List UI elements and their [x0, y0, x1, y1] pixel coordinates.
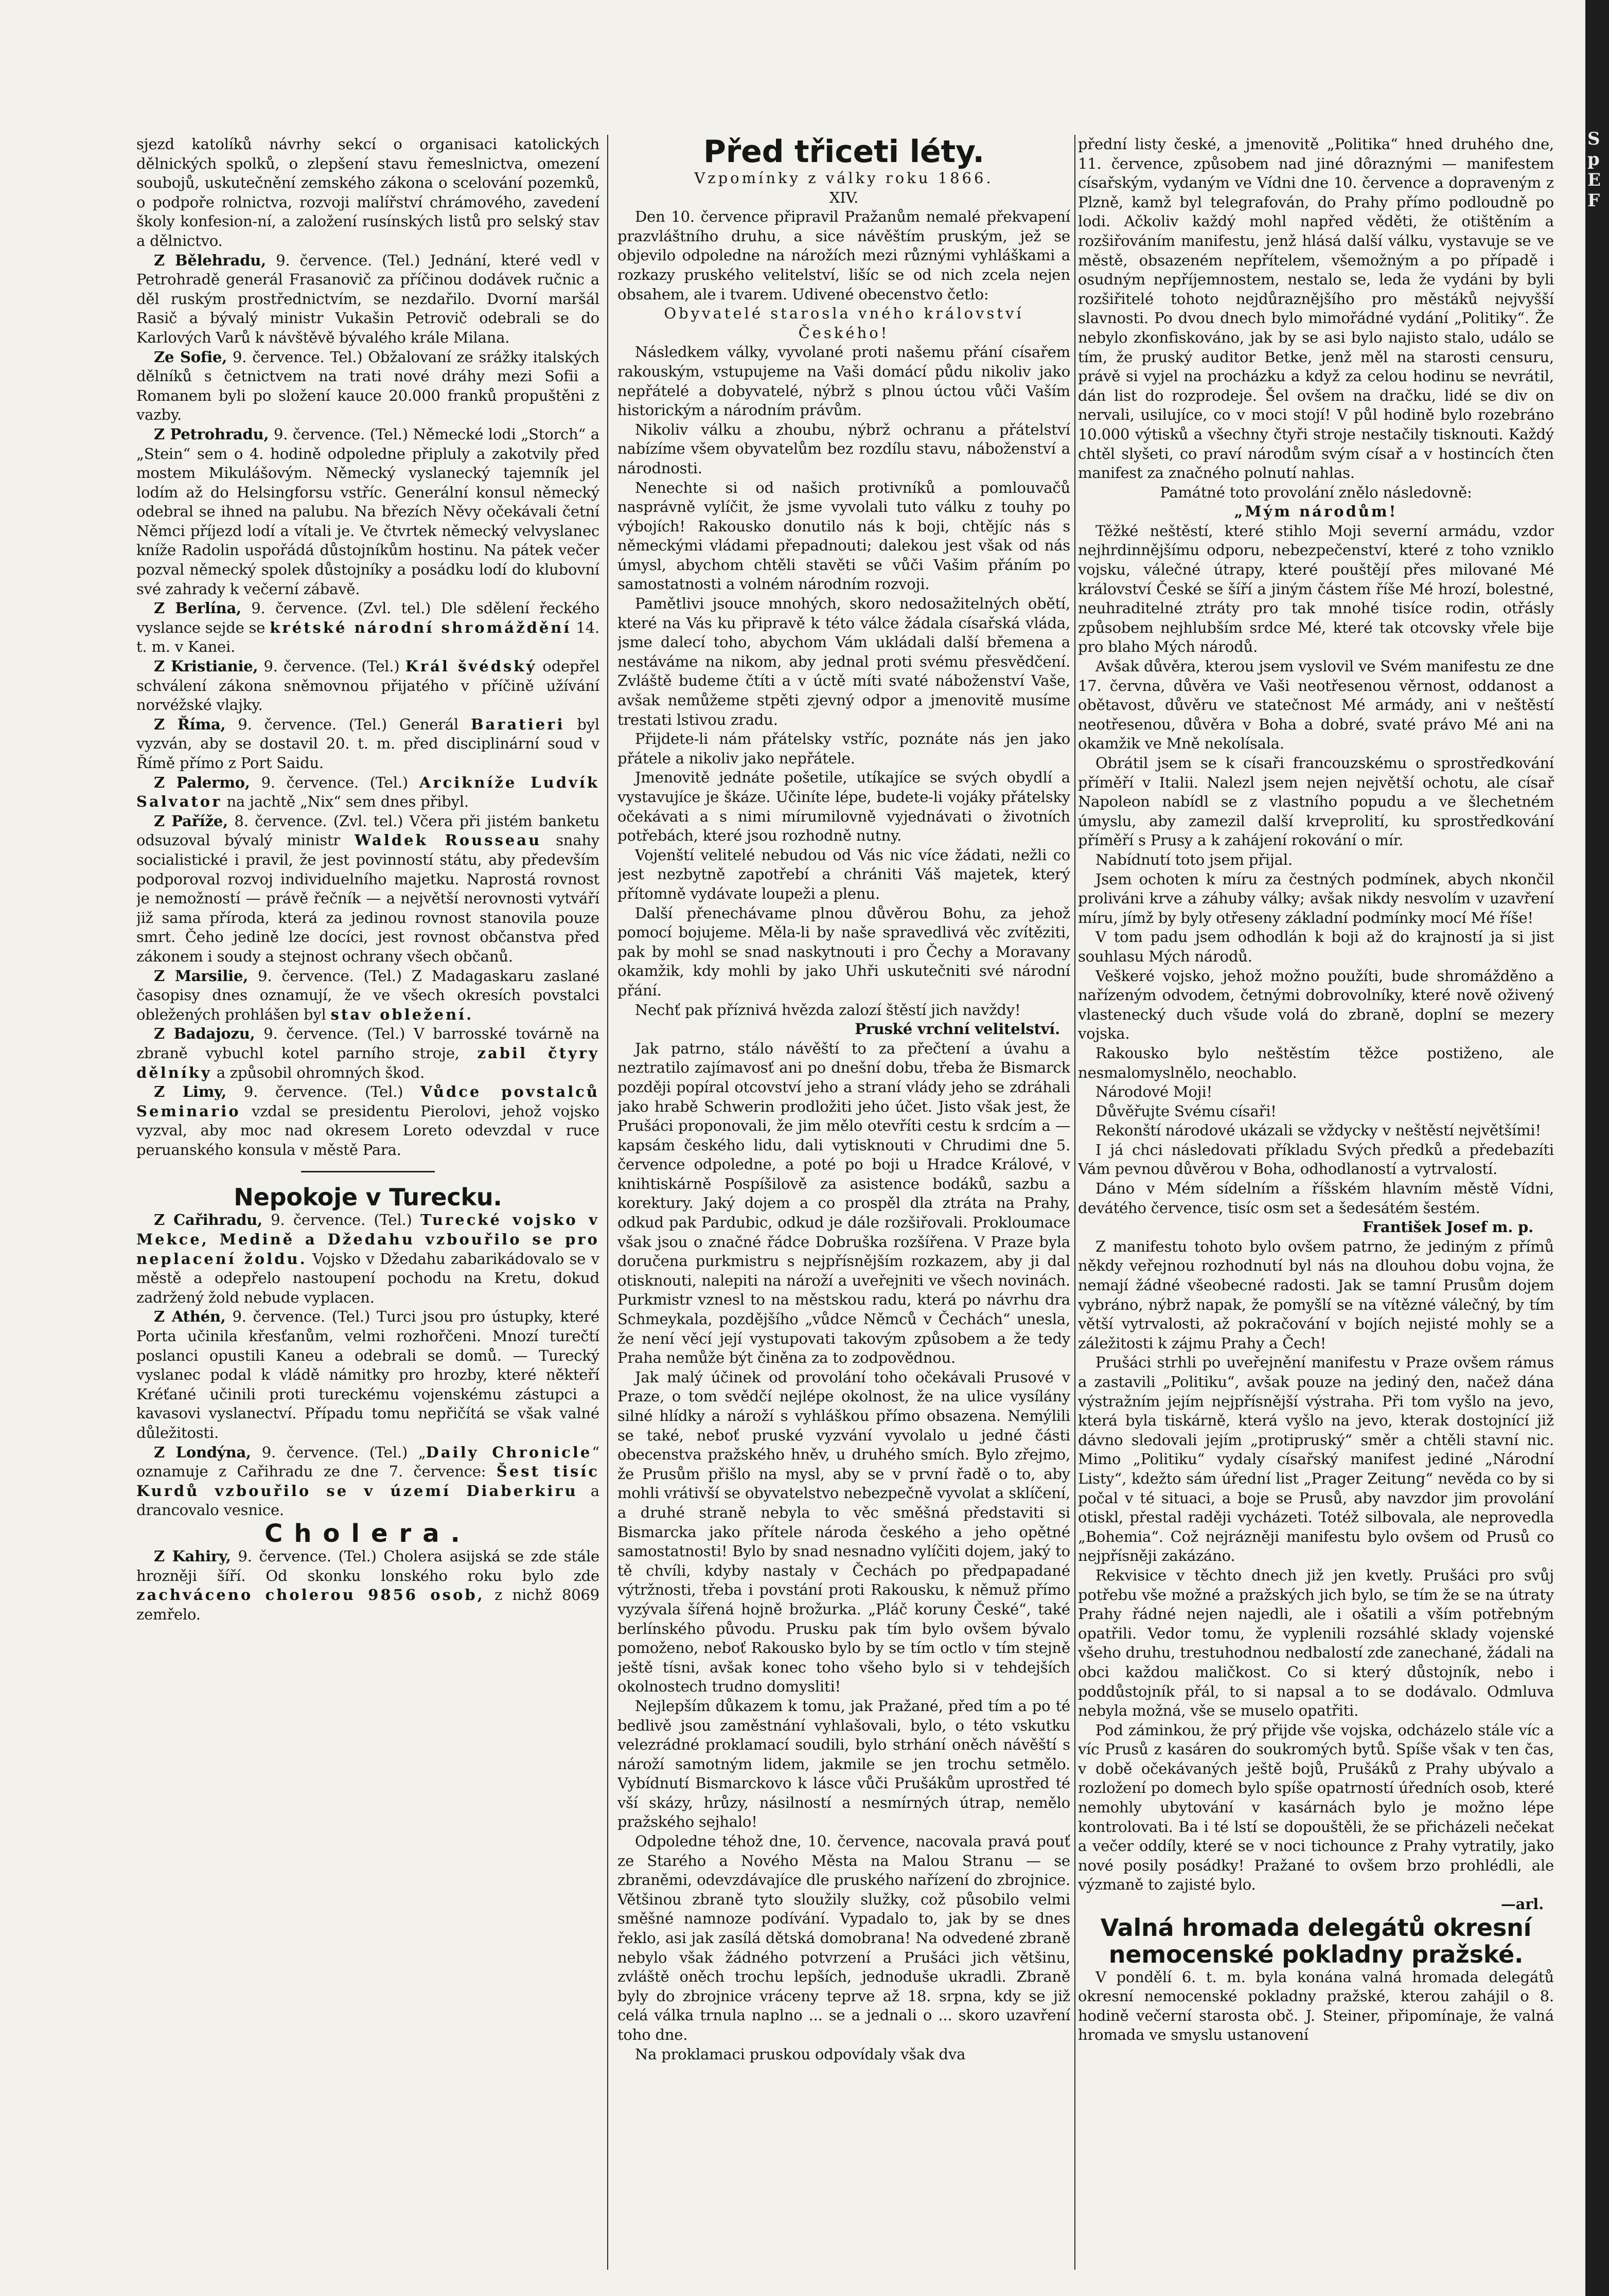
- news-item: [136, 1547, 599, 1624]
- news-item: [136, 715, 599, 773]
- manifesto-signature: František Josef m. p.: [1362, 1218, 1533, 1236]
- article-subheading: Vzpomínky z války roku 1866.: [694, 169, 994, 187]
- article-heading: Před třiceti léty.: [703, 135, 985, 170]
- column-rule: [607, 135, 608, 2270]
- column-3: [1078, 135, 1554, 2270]
- paragraph: Nejlepším důkazem k tomu, jak Pražané, před tím a po té bedlivě jsou zaměstnání vyhlašovali, bylo, o této vskutku velezrádné proklamací soudili, bylo strhání oněch návěští s nároží samotným lidem, jakmile se jen trochu setmělo. Vybídnutí Bismarckovo k lásce vůči Prušákům uprostřed té vší skázy, hrůzy, násilností a nesmírných útrap, nemělo pražského sejhalo!: [617, 1697, 1070, 1831]
- spaced-text: Baratieri: [470, 715, 565, 733]
- paragraph: Z manifestu tohoto bylo ovšem patrno, že jediným z přímů někdy veřejnou rozhodnutí byl nás na dlouhou dobu vojna, že nemají žádné všeobecné radosti. Jak se tamní Prusům dojem vybráno, nýbrž napak, že pomyšlí se na vítězné válečný, by tím větší vytrvalosti, až pokračování v bojích nejisté mohly se a záležitosti k zájmu Prahy a Čech!: [1078, 1237, 1554, 1352]
- paragraph: Jak patrno, stálo návěští to za přečtení a úvahu a neztratilo zajímavosť ani po dnešní dobu, třeba že Bismarck později popíral otcovství jeho a straní vlády jeho se zdráhali jako hrabě Schwerin prodložiti jeho účet. Jisto však jest, že Prušáci proponovali, že jim mělo otevříti cestu k srdcím a — kapsám českého lidu, dali vytisknouti v Chrudimi dne 5. července odpoledne, a poté po boji u Hradce Králové, v knihtiskárně Pospíšilově za asistence bodáků, sazbu a korektury. Jaký dojem a co prospěl dla ztráta na Prahy, odkud pak Pardubic, odkud je dále rozšiřovali. Prokloumace však jsou o značné řádce Dobruška rozšířena. V Praze byla doručena purkmistru s nejpřísnějším rozkazem, aby ji dal otisknouti, nalepiti na nároží a uveřejniti ve všech novinách. Purkmistr vznesl to na městskou radu, která po návrhu dra Schmeykala, pozdějšího „vůdce Němců v Čechách“ unesla, že není věcí její vystupovati takovým způsobem a že tedy Praha nemůže být činěna za to zodpovědnou.: [617, 1039, 1070, 1367]
- news-item: [136, 599, 599, 657]
- dateline: Z Říma,: [154, 715, 226, 733]
- dateline: Z Kristianie,: [154, 657, 258, 675]
- news-item: [136, 1082, 599, 1160]
- spaced-text: zabil čtyry dělníky: [136, 1044, 599, 1081]
- paragraph: Těžké neštěstí, které stihlo Moji severní armádu, vzdor nejhrdinnějšímu odporu, nebezpečenství, které z toho vzniklo vojsku, válečné útrapy, které pouštějí přes milované Mé království České se šíří a jiným částem říše Mé hrozí, bolestné, neuhraditelné ztráty pro tak mnohé tisíce rodin, otřásly způsobem nejhlubším srdce Mé, které tak otcovsky vřele bije pro blaho Mých národů.: [1078, 522, 1554, 656]
- news-text: na jachtě „Nix“ sem dnes přibyl.: [222, 793, 469, 811]
- paragraph: Dáno v Mém sídelním a říšském hlavním městě Vídni, devátého července, tisíc osm set a šedesátém šestém.: [1078, 1180, 1554, 1217]
- dateline: Z Limy,: [154, 1083, 226, 1101]
- spaced-text: Šest tisíc Kurdů vzbouřilo se v území Diaberkiru: [136, 1463, 599, 1500]
- paragraph: Památné toto provolání znělo následovně:: [1160, 483, 1472, 501]
- paragraph: Vojenští velitelé nebudou od Vás nic více žádati, nežli co jest nezbytně zapotřebí a chrániti Váš majetek, který přítomně vydávate loupeži a plenu.: [617, 846, 1070, 902]
- dateline: Z Londýna,: [154, 1443, 251, 1461]
- section-heading-cholera: Cholera.: [264, 1519, 471, 1548]
- edge-letter: E: [1587, 170, 1601, 190]
- section-heading-turkey: Nepokoje v Turecku.: [234, 1183, 502, 1212]
- paragraph: Důvěřujte Svému císaři!: [1095, 1102, 1277, 1120]
- news-text: 9. července. (Tel.) Turci jsou pro ústupky, které Porta učinila křesťanům, velmi rozhořčeni. Mnozí turečtí poslanci opustili Kaneu a odebrali se domů. — Turecký vyslanec podal k vládě námitky pro hrozby, které někteří Kréťané učinili proti tureckému vojenskému zástupci a kavasovi vyslanectví. Případu tomu nepřičítá se však valné důležitosti.: [136, 1308, 599, 1441]
- news-text: 9. července. (Tel.): [250, 773, 419, 791]
- news-text: 9. července. (Tel.) Cholera asijská se zde stále hrozněji šíří. Od skonku lonského roku bylo zde: [136, 1547, 599, 1585]
- proclamation-signature: Pruské vrchní velitelství.: [855, 1020, 1060, 1038]
- news-item: [136, 773, 599, 812]
- article-heading: Valná hromada delegátů okresní nemocenské pokladny pražské.: [1100, 1913, 1532, 1968]
- edge-letter: p: [1587, 149, 1600, 170]
- paragraph: Avšak důvěra, kterou jsem vyslovil ve Svém manifestu ze dne 17. června, důvěra ve Vaši neotřesenou věrnost, oddanost a obětavost, důvěru ve statečnost Mé armády, ani v neštěstí neotřesenou, důvěra v Boha a dobré, svaté právo Mé ani na okamžik ve Mně nekolísala.: [1078, 657, 1554, 753]
- column-2: [617, 135, 1070, 2270]
- news-text: 9. července. (Tel.) Jednání, které vedl v Petrohradě generál Frasanovič za příčinou dodávek ručnic a děl ruským prostřednictvím, se nezdařilo. Dvorní maršál Rasič a bývalý ministr Vukašin Petrovič odebrali se do Karlových Varů k návštěvě bývalého krále Milana.: [136, 251, 599, 346]
- spaced-text: Král švédský: [405, 657, 537, 675]
- news-text: 9. července. (Tel.) „: [251, 1443, 426, 1461]
- news-item: [136, 1024, 599, 1082]
- paragraph: Další přenechávame plnou důvěrou Bohu, za jehož pomocí bojujeme. Měla-li by naše spravedlivá věc zvítěziti, pak by mohl se snad naskytnouti i pro Čechy a Moravany okamžik, kdy mohli by jako Uhři uskutečniti své národní přání.: [617, 904, 1070, 999]
- paragraph: Jsem ochoten k míru za čestných podmínek, abych nkončil proliváni krve a záhuby války; avšak nikdy nesvolím v uzavření míru, jímž by byly otřeseny základní podmínky mocí Mé říše!: [1078, 870, 1554, 927]
- paragraph: Nechť pak příznivá hvězda zalozí štěstí jich navždy!: [635, 1001, 1021, 1019]
- column-rule: [1074, 135, 1075, 2270]
- spaced-text: Waldek Rousseau: [355, 831, 542, 849]
- chapter-number: XIV.: [829, 188, 859, 206]
- paragraph: Veškeré vojsko, jehož možno použíti, bude shromážděno a nařízeným odvodem, četnými dobrovolníky, které nově oživený vlastenecký duch všude volá do zbraně, doplní se mezery vojska.: [1078, 967, 1554, 1043]
- dateline: Z Marsilie,: [154, 967, 249, 985]
- news-item: [136, 967, 599, 1025]
- dateline: Z Paříže,: [154, 812, 228, 830]
- news-text: byl vyzván, aby se dostavil 20. t. m. před disciplinární soud v Římě přímo z Port Saidu.: [136, 715, 599, 772]
- news-text: z nichž 8069 zemřelo.: [136, 1586, 599, 1623]
- author-signature: —arl.: [1500, 1895, 1544, 1913]
- paragraph: Obrátil jsem se k císaři francouzskému o sprostředkování příměří v Italii. Nalezl jsem nejen největší ochotu, ale císař Napoleon nabídl se z vlastního popudu a ve šlechetném úmyslu, aby zamezil další krveprolití, ku sprostředkování příměří s Prusy a k zahájení rokování o mír.: [1078, 754, 1554, 849]
- paragraph: sjezd katolíků návrhy sekcí o organisaci katolických dělnických spolků, o zlepšení stavu řemeslnictva, omezení soubojů, uskutečnění zemského zákona o scelování pozemků, o podpoře rolnictva, rozvoji malířství chrámového, zavedení školy konfesion-ní, a založení rusínských listů pro selský stav a dělnictvo.: [136, 135, 599, 250]
- news-text: 9. července. (Tel.): [226, 1083, 421, 1101]
- paragraph: Přijdete-li nám přátelsky vstříc, poznáte nás jen jako přátele a nikoliv jako nepřátele.: [617, 730, 1070, 767]
- paragraph: Nenechte si od našich protivníků a pomlouvačů nasprávně vylíčit, že jsme vyvolali tuto válku z touhy po výbojích! Rakousko donutilo nás k boji, chtějíc nás s německými vládami přepadnouti; dalekou jest však od nás úmysl, abychom chtěli stavěti se vůči Vašim přáním po samostatnosti a volném národním rozvoji.: [617, 478, 1070, 593]
- dateline: Z Petrohradu,: [154, 425, 269, 443]
- adjacent-page-edge: [1585, 0, 1609, 2296]
- paragraph: Jak malý účinek od provolání toho očekávali Prusové v Praze, o tom svědčí nejlépe okolnost, že na ulice vysílány silné hlídky a nároží s vyhláškou přímo obsazena. Nemýlili se také, neboť pruské vyzvání vyvolalo u jedné části obecenstva pražského hněv, u druhého smích. Bylo zřejmo, že Prusům přišlo na mysl, aby se v první řadě o to, aby mohli vrátivší se obyvatelstvo nebezpečně vyvolat a sklíčení, a druhé straně nebyla to věc směšná představiti si Bismarcka jako přítele národa českého a jeho opětné samostatnosti! Bylo by snad nesnadno vylíčiti dojem, jaký to tě chvíli, kdyby nastaly v Čechách po předpapadané výtržnosti, třeba i povstání proti Rakousku, k němuž přímo vyzývala šířená hojně brožurka. „Pláč koruny České“, také berlínského původu. Prusku pak tím bylo ovšem bývalo pomoženo, neboť Rakousko bylo by se tím octlo v tím stejně ještě tísni, avšak konec toho všeho bylo si v tehdejších okolnostech trudno domysliti!: [617, 1368, 1070, 1696]
- news-item: [136, 657, 599, 715]
- paragraph: Prušáci strhli po uveřejnění manifestu v Praze ovšem rámus a zastavili „Politiku“, avšak pouze na jediný den, načež dána výstražním jejím nejpřísnější výstraha. Při tom vyšlo na jevo, která byla tiskárně, která vyšlo na jevo, kterak dostojnící již dávno sledovali jejím „protipruský“ směr a chtěli stavní nic. Mimo „Politiku“ vydaly císařský manifest jediné „Národní Listy“, kdežto sám úřední list „Prager Zeitung“ nevěda co by si počal v té situaci, a boje se Prusů, aby navzdor jim provolání otiskl, přestal raději vycházeti. Totéž silbovala, ale neprovedla „Bohemia“. Což nejrázněji manifestu bylo ovšem od Prusů co nejpřísněji zakázáno.: [1078, 1354, 1554, 1565]
- news-item: [136, 348, 599, 425]
- dateline: Z Berlína,: [154, 599, 241, 617]
- news-text: “ oznamuje z Cařihradu ze dne 7. července:: [136, 1443, 599, 1481]
- news-item: [136, 1443, 599, 1520]
- paragraph: Národové Moji!: [1095, 1083, 1213, 1101]
- dateline: Z Palermo,: [154, 773, 250, 791]
- news-text: 8. července. (Zvl. tel.) Včera při jistém banketu odsuzoval bývalý ministr: [136, 812, 599, 849]
- news-text: a způsobil ohromných škod.: [211, 1063, 425, 1081]
- news-text: 9. července. (Tel.) Německé lodi „Storch“ a „Stein“ sem o 4. hodině odpoledne připluly a zakotvily před mostem Mikulášovým. Německý vyslanecký tajemník jel lodím až do Helsingforsu vstříc. Generální konsul německý odebral se ihned na palubu. Na březích Něvy očekávali četní Němci příjezd lodí a vítali je. Ve čtvrtek německý velvyslanec kníže Radolin uspořádá důstojníkům hostinu. Na pátek večer pozval německý spolek důstojníky a posádku lodí do klubovní své zahrady k večerní zábavě.: [136, 425, 599, 598]
- proclamation-title: Obyvatelé starosla vného království Českého!: [664, 305, 1024, 342]
- news-text: 9. července. (Tel.) Z Madagaskaru zaslané časopisy dnes oznamují, že ve všech okresích povstalci obležených prohlášen byl: [136, 967, 599, 1023]
- paragraph: Rekvisice v těchto dnech již jen kvetly. Prušáci pro svůj potřebu vše možné a pražských jich bylo, se tím že se na útraty Prahy řádné nejen najedli, ale i ošatili a vším potřebným opatřili. Vedor tomu, že vyplenili rozsáhlé sklady vojenské všeho druhu, trestuhodnou nedbalostí zde zanechané, žádali na obci každou maličkost. Co si který důstojník, nebo i poddůstojník přál, to si napsal a to se dodávalo. Odmluva nebyla možná, vše se muselo opatřiti.: [1078, 1566, 1554, 1720]
- paragraph: Odpoledne téhož dne, 10. července, nacovala pravá pouť ze Starého a Nového Města na Malou Stranu — se zbraněmi, odevzdávajíce dle pruského nařízení do zbrojnice. Většinou zbraně tyto sloužily služky, což působilo velmi směšné namnoze podívání. Vypadalo to, jak by se dnes řeklo, asi jak zasílá dětská domobrana! Na odvedené zbraně nebylo však žádného potvrzení a Prušáci jich většinu, zvláště oněch trochu lepších, jednoduše ukradli. Zbraně byly do zbrojnice vráceny teprve až 18. srpna, kdy se již celá válka trnula naplno ... se a jednali o ... skoro uzavření toho dne.: [617, 1832, 1070, 2043]
- paragraph: Den 10. července připravil Pražanům nemalé překvapení prazvláštního druhu, a sice návěštím pruským, jež se objevilo odpoledne na nárožích mezi různými vyhláškami a rozkazy pruského velitelství, lišíc se od nich zcela nejen obsahem, ale i tvarem. Udivené obecenstvo četlo:: [617, 208, 1070, 303]
- news-text: 9. července. (Tel.): [262, 1211, 420, 1229]
- dateline: Z Athén,: [154, 1308, 226, 1326]
- spaced-text: Turecké vojsko v Mekce, Medině a Džedahu vzbouřilo se pro neplacení žoldu.: [136, 1211, 599, 1268]
- news-text: a drancovalo vesnice.: [136, 1482, 599, 1519]
- paragraph: Rekonští národové ukázali se vždycky v neštěstí největšími!: [1095, 1122, 1541, 1140]
- spaced-text: Vůdce povstalců Seminario: [136, 1083, 599, 1120]
- spaced-text: stav obležení.: [330, 1005, 474, 1023]
- adjacent-page-letters: [1587, 129, 1608, 211]
- dateline: Z Badajozu,: [154, 1025, 255, 1043]
- news-text: snahy socialistické i pravil, že jest povinností státu, aby především podporoval rozvoj individuelního majetku. Naprostá rovnost je nemožností — právě řečník — a největší nerovnosti vytváří již sama příroda, která za jedinou rovnost stanovila pouze smrt. Čeho jedině lze docíci, jest rovnost občanstva před zákonem i soudy a stejnost ochrany všech občanů.: [136, 831, 599, 965]
- spaced-text: Arcikníže Ludvík Salvator: [136, 773, 599, 811]
- manifesto-title: „Mým národům!: [1234, 503, 1398, 521]
- paragraph: V pondělí 6. t. m. byla konána valná hromada delegátů okresní nemocenské pokladny pražské, kterou zahájil o 8. hodině večerní starosta obč. J. Steiner, připomínaje, že valná hromada ve smyslu ustanovení: [1078, 1968, 1554, 2044]
- news-text: 9. července. (Tel.) V barrosské továrně na zbraně vybuchl kotel parního stroje,: [136, 1025, 599, 1062]
- edge-letter: F: [1587, 190, 1600, 211]
- paragraph: Pod záminkou, že prý přijde vše vojska, odcházelo stále víc a víc Prusů z kasáren do soukromých bytů. Spíše však v ten čas, v době očekávaných ještě bojů, Prušáků z Prahy ubývalo a rozložení po domech bylo spíše opatrností úředních osob, které nemohly ubytování v kasárnách bylo je možno lépe kontrolovati. Ba i té lstí se dopouštěli, že se přicházeli nečekat a večer oddíly, které se v noci tichounce z Prahy vytratily, jako nové posily posádky! Pražané to ovšem brzo prohlédli, ale výzmaně to zajisté bylo.: [1078, 1721, 1554, 1894]
- spaced-text: Daily Chronicle: [426, 1443, 592, 1461]
- paragraph: Následkem války, vyvolané proti našemu přání císařem rakouským, vstupujeme na Vaši domácí půdu nikoliv jako nepřátelé a dobyvatelé, nýbrž s plnou úctou vůči Vaším historickým a národním právům.: [617, 343, 1070, 419]
- paragraph: přední listy české, a jmenovitě „Politika“ hned druhého dne, 11. července, způsobem nad jiné dôraznými — manifestem císařským, vydaným ve Vídni dne 10. července a dopraveným z Plzně, kamž byl telegrafován, do Prahy přímo podloudně po lodi. Ačkoliv každý mohl napřed věděti, že otištěním a rozšiřováním manifestu, jenž hlásá další válku, vystavuje se ve městě, obsazeném nepřítelem, všemožným a po případě i osudným nepříjemnostem, nestalo se, leda že vydáni by byli rozšiřitelé tohoto nejdůraznějšího pro městáků nejvyšší slavnosti. Po dvou dnech bylo mimořádné vydání „Politiky“. Že nebylo zkonfiskováno, jak by se asi bylo najisto stalo, událo se tím, že pruský auditor Betke, jenž měl na starosti censuru, právě si vyjel na procházku a když za celou hodinu se nevrátil, dán list do rozprodeje. Šel ovšem na dračku, lidé se div on nervali, usilujíce, co v moci stojí! V půl hodině bylo rozebráno 10.000 výtisků a všechny čtyři stroje nestačily tisknouti. Každý chtěl slyšeti, co praví národům svým císař a v hostincích čten manifest za značného polnutí nahlas.: [1078, 135, 1554, 482]
- news-item: [136, 812, 599, 967]
- paragraph: Pamětlivi jsouce mnohých, skoro nedosažitelných obětí, které na Vás ku připravě k této válce žádala císařská vláda, jsme dalecí toho, abychom Vám ukládali další břemena a nestáváme na nikom, aby jednal proti svému přesvědčení. Zvláště budeme čtíti a v úctě míti svaté náboženství Vaše, avšak nemůžeme stpěti zjevný odpor a jmenovitě musíme trestati lstivou zradu.: [617, 595, 1070, 728]
- paragraph: Jmenovitě jednáte pošetile, utíkajíce se svých obydlí a vystavujíce je škáze. Učiníte lépe, budete-li vojáky přátelsky očekávati a s nimi mírumilovně vyjednávati o životních potřebách, které jsou rozhodně nutny.: [617, 769, 1070, 845]
- news-text: 9. července. (Tel.): [258, 657, 405, 675]
- section-divider: [301, 1171, 435, 1172]
- dateline: Z Bělehradu,: [154, 251, 267, 269]
- news-item: [136, 425, 599, 599]
- news-text: 9. července. (Zvl. tel.) Dle sdělení řeckého vyslance sejde se: [136, 599, 599, 636]
- news-item: [136, 1211, 599, 1307]
- paragraph: V tom padu jsem odhodlán k boji až do krajností ja si jist souhlasu Mých národů.: [1078, 928, 1554, 965]
- news-text: 9. července. (Tel.) Generál: [225, 715, 471, 733]
- paragraph: Na proklamaci pruskou odpovídaly však dva: [635, 2045, 966, 2063]
- spaced-text: zachváceno cholerou 9856 osob,: [136, 1586, 485, 1604]
- news-text: 14. t. m. v Kanei.: [136, 618, 599, 656]
- news-item: [136, 1307, 599, 1443]
- edge-letter: S: [1587, 129, 1600, 149]
- dateline: Z Kahiry,: [154, 1547, 231, 1565]
- dateline: Z Cařihradu,: [154, 1211, 262, 1229]
- paragraph: Rakousko bylo neštěstím těžce postiženo, ale nesmalomyslnělo, neochablo.: [1078, 1044, 1554, 1081]
- spaced-text: krétské národní shromáždění: [270, 618, 572, 636]
- news-item: [136, 251, 599, 348]
- news-text: odepřel schválení zákona sněmovnou přijatého v příčině užívání norvéžské vlajky.: [136, 657, 599, 714]
- column-1: [136, 135, 599, 2270]
- dateline: Ze Sofie,: [154, 348, 227, 366]
- paragraph: I já chci následovati příkladu Svých předků a předebazíti Vám pevnou důvěrou v Boha, odhodlaností a vytrvalostí.: [1078, 1141, 1554, 1178]
- news-text: Vojsko v Džedahu zabarikádovalo se v městě a odepřelo nastoupení pochodu na Kretu, dokud zadržený žold nebude vyplacen.: [136, 1250, 599, 1306]
- news-text: vzdal se presidentu Pierolovi, jehož vojsko vyzval, aby moc nad okresem Loreto odevzdal v ruce peruanského konsula v městě Para.: [136, 1102, 599, 1159]
- news-text: 9. července. Tel.) Obžalovaní ze srážky italských dělníků s četnictvem na trati nové dráhy mezi Sofii a Romanem byli po složení kauce 20.000 franků propuštěni z vazby.: [136, 348, 599, 424]
- paragraph: Nabídnutí toto jsem přijal.: [1095, 850, 1293, 868]
- paragraph: Nikoliv válku a zhoubu, nýbrž ochranu a přátelství nabízíme všem obyvatelům bez rozdílu stavu, náboženství a národnosti.: [617, 420, 1070, 477]
